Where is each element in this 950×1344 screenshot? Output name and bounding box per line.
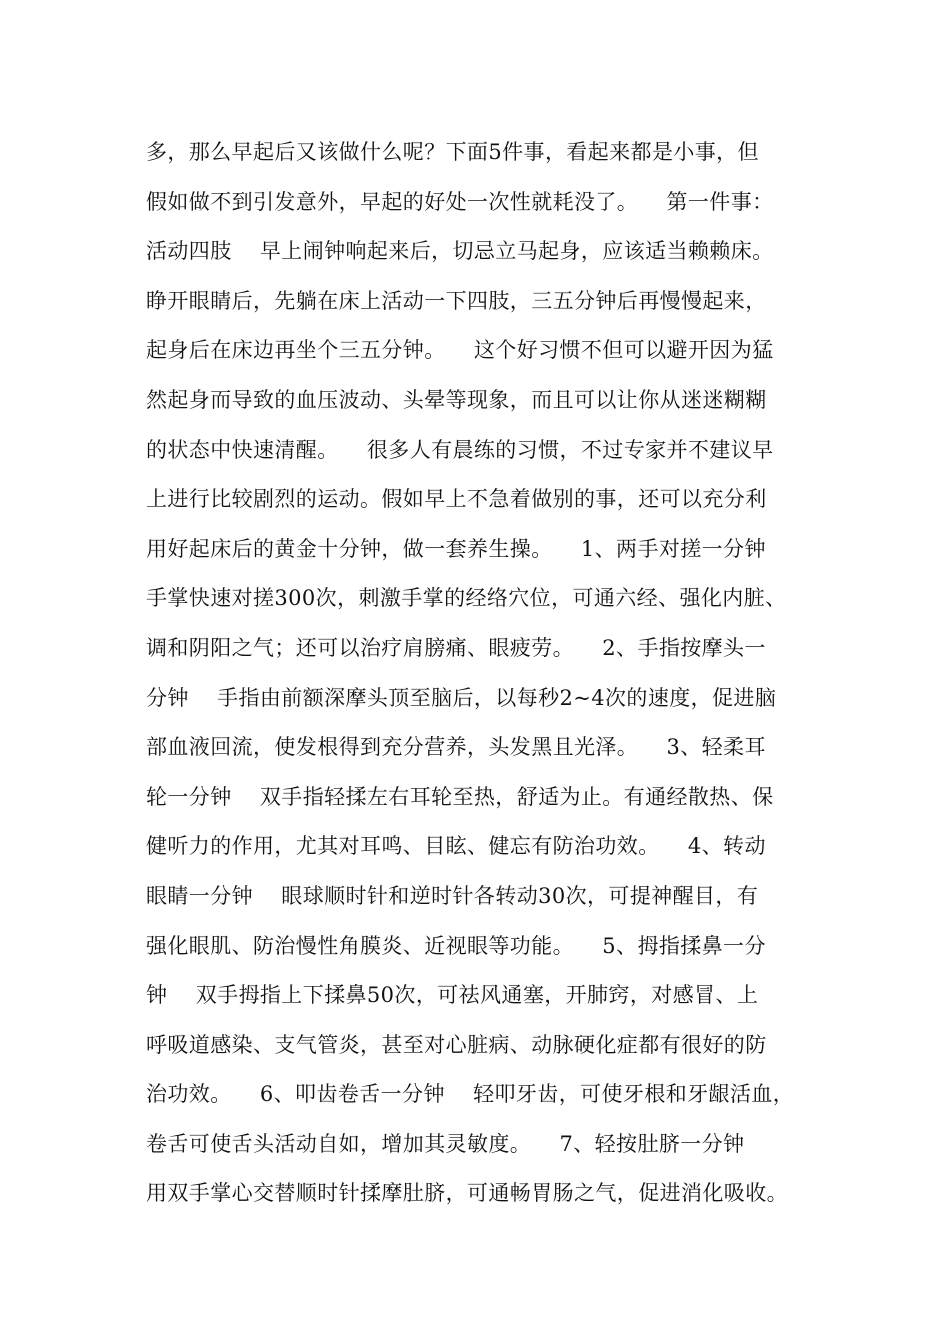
text-line: 治功效。 6、叩齿卷舌一分钟 轻叩牙齿，可使牙根和牙龈活血， (146, 1082, 795, 1107)
text-line: 健听力的作用，尤其对耳鸣、目眩、健忘有防治功效。 4、转动 (146, 834, 766, 859)
text-line: 活动四肢 早上闹钟响起来后，切忌立马起身，应该适当赖赖床。 (146, 239, 774, 264)
text-line: 钟 双手拇指上下揉鼻50次，可祛风通塞，开肺窍，对感冒、上 (146, 983, 759, 1008)
text-line: 的状态中快速清醒。 很多人有晨练的习惯，不过专家并不建议早 (146, 437, 774, 462)
text-line: 卷舌可使舌头活动自如，增加其灵敏度。 7、轻按肚脐一分钟 (146, 1131, 745, 1156)
text-line: 起身后在床边再坐个三五分钟。 这个好习惯不但可以避开因为猛 (146, 338, 774, 363)
text-line: 部血液回流，使发根得到充分营养，头发黑且光泽。 3、轻柔耳 (146, 735, 766, 760)
text-line: 假如做不到引发意外，早起的好处一次性就耗没了。 第一件事： (146, 189, 774, 214)
text-line: 睁开眼睛后，先躺在床上活动一下四肢，三五分钟后再慢慢起来， (146, 288, 767, 313)
text-line: 手掌快速对搓300次，刺激手掌的经络穴位，可通六经、强化内脏、 (146, 586, 787, 611)
text-line: 呼吸道感染、支气管炎，甚至对心脏病、动脉硬化症都有很好的防 (146, 1032, 767, 1057)
text-line: 上进行比较剧烈的运动。假如早上不急着做别的事，还可以充分利 (146, 487, 767, 512)
text-line: 调和阴阳之气；还可以治疗肩膀痛、眼疲劳。 2、手指按摩头一 (146, 635, 766, 660)
body-text (146, 128, 836, 1219)
text-line: 轮一分钟 双手指轻揉左右耳轮至热，舒适为止。有通经散热、保 (146, 784, 774, 809)
text-line: 用双手掌心交替顺时针揉摩肚脐，可通畅胃肠之气，促进消化吸收。 (146, 1181, 788, 1206)
text-line: 分钟 手指由前额深摩头顶至脑后，以每秒2~4次的速度，促进脑 (146, 685, 777, 710)
text-line: 然起身而导致的血压波动、头晕等现象，而且可以让你从迷迷糊糊 (146, 387, 767, 412)
text-line: 眼睛一分钟 眼球顺时针和逆时针各转动30次，可提神醒目，有 (146, 883, 759, 908)
text-line: 用好起床后的黄金十分钟，做一套养生操。 1、两手对搓一分钟 (146, 536, 766, 561)
text-line: 多，那么早起后又该做什么呢？下面5件事，看起来都是小事，但 (146, 140, 759, 164)
text-line: 强化眼肌、防治慢性角膜炎、近视眼等功能。 5、拇指揉鼻一分 (146, 933, 766, 958)
